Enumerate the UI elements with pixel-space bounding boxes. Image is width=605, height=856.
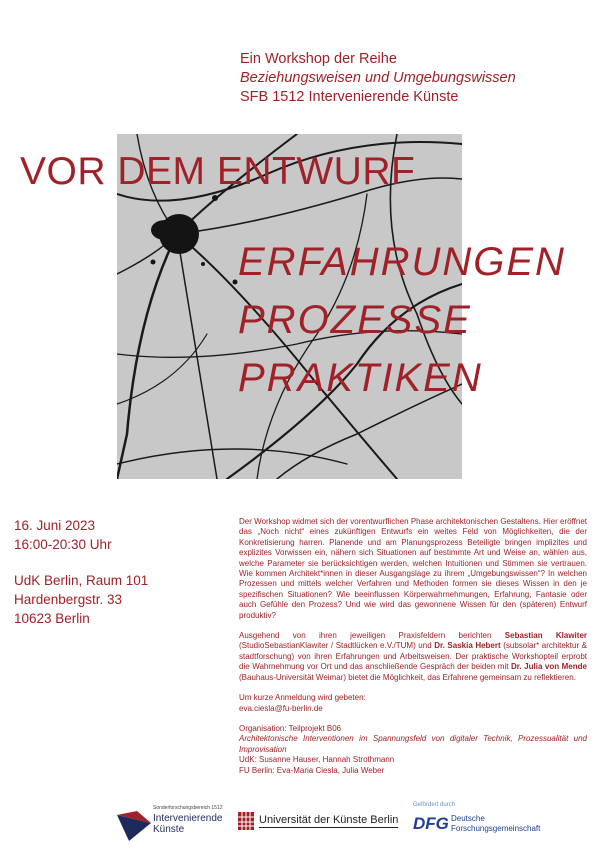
description-paragraph-1: Der Workshop widmet sich der vorentwurflichen Phase architektonischen Gestaltens. Hier eröffnet das „Noch nicht“ eines zukünftigen Entwurfs ein weites Feld von Möglichkeiten, die der Konkretisierung harren. Planende und am Planungsprozess Beteiligte bringen implizites und explizites Vorwissen ein, nähern sich Situationen auf bestimmte Art und Weise an, wählen aus, welche Parameter sie berücksichtigen werden, welchen Intuitionen und Stimmen sie vertrauen. Wie kommen Architekt*innen in dieser Ausgangslage zu ihrem „Umgebungswissen“? In welchen Prozessen und mittels welcher Verfahren und Methoden formen sie dieses Wissen in den je spezifischen Situationen? Wie beeinflussen Körperwahrnehmungen, Erfahrung, Fantasie oder auch Gefühle den Prozess? Und wie wird das gewonnene Wissen für den (späteren) Entwurf produktiv? [239,517,587,620]
organisation-fu: FU Berlin: Eva-Maria Ciesla, Julia Weber [239,765,385,775]
event-time: 16:00-20:30 Uhr [14,537,112,552]
event-street: Hardenbergstr. 33 [14,592,123,607]
event-venue: UdK Berlin, Raum 101 [14,573,149,588]
speaker-name: Sebastian Klawiter [504,631,588,641]
event-city: 10623 Berlin [14,611,90,626]
series-header [240,50,516,107]
subtitle-praktiken: PRAKTIKEN [238,356,483,400]
organisation-line: Organisation: Teilprojekt B06 [239,723,342,733]
description [239,517,587,776]
udk-logo-text: Universität der Künste Berlin [259,814,399,826]
title-main: VOR DEM ENTWURF [20,150,416,193]
dfg-logo-mark: DFG [413,814,449,833]
subtitle-erfahrungen: ERFAHRUNGEN [238,240,566,284]
event-location [14,571,148,628]
sfb-logo-small: Sonderforschungsbereich 1512 [153,805,223,811]
dfg-logo-text: Deutsche Forschungsgemeinschaft [451,814,541,833]
series-title: Beziehungsweisen und Umgebungswissen [240,70,516,86]
subtitle-prozesse: PROZESSE [238,298,472,342]
sfb-logo-mark-icon [117,811,151,841]
event-datetime [14,516,112,554]
udk-logo-mark-icon [238,812,254,830]
sfb-name: SFB 1512 Intervenierende Künste [240,89,459,105]
speaker-name: Dr. Saskia Hebert [434,641,501,651]
registration-note: Um kurze Anmeldung wird gebeten: eva.ciesla@fu-berlin.de [239,693,366,713]
organisation-block [239,724,587,776]
dfg-logo-small: Gefördert durch [413,802,456,808]
organisation-udk: UdK: Susanne Hauser, Hannah Strothmann [239,755,395,765]
sfb-logo-text: Intervenierende Künste [153,813,223,835]
event-date: 16. Juni 2023 [14,518,96,533]
description-paragraph-2: Ausgehend von ihren jeweiligen Praxisfeldern berichten Sebastian Klawiter (StudioSebastianKlawiter / Stadtlücken e.V./TUM) und Dr. Saskia Hebert (subsolar* architektur & stadtforschung) von ihren Erfahrungen und Arbeitsweisen. Der praktische Workshopteil erprobt die Wahrnehmung vor Ort und das anschließende Gespräch der beiden mit Dr. Julia von Mende (Bauhaus-Universität Weimar) bietet die Möglichkeit, das Erfahrene gemeinsam zu reflektieren. [239,631,588,682]
speaker-name: Dr. Julia von Mende [510,662,587,672]
project-title: Architektonische Interventionen im Spannungsfeld von digitaler Technik, Prozessualität und Improvisation [239,734,587,754]
series-intro: Ein Workshop der Reihe [240,51,397,67]
registration-email[interactable]: eva.ciesla@fu-berlin.de [239,703,323,713]
